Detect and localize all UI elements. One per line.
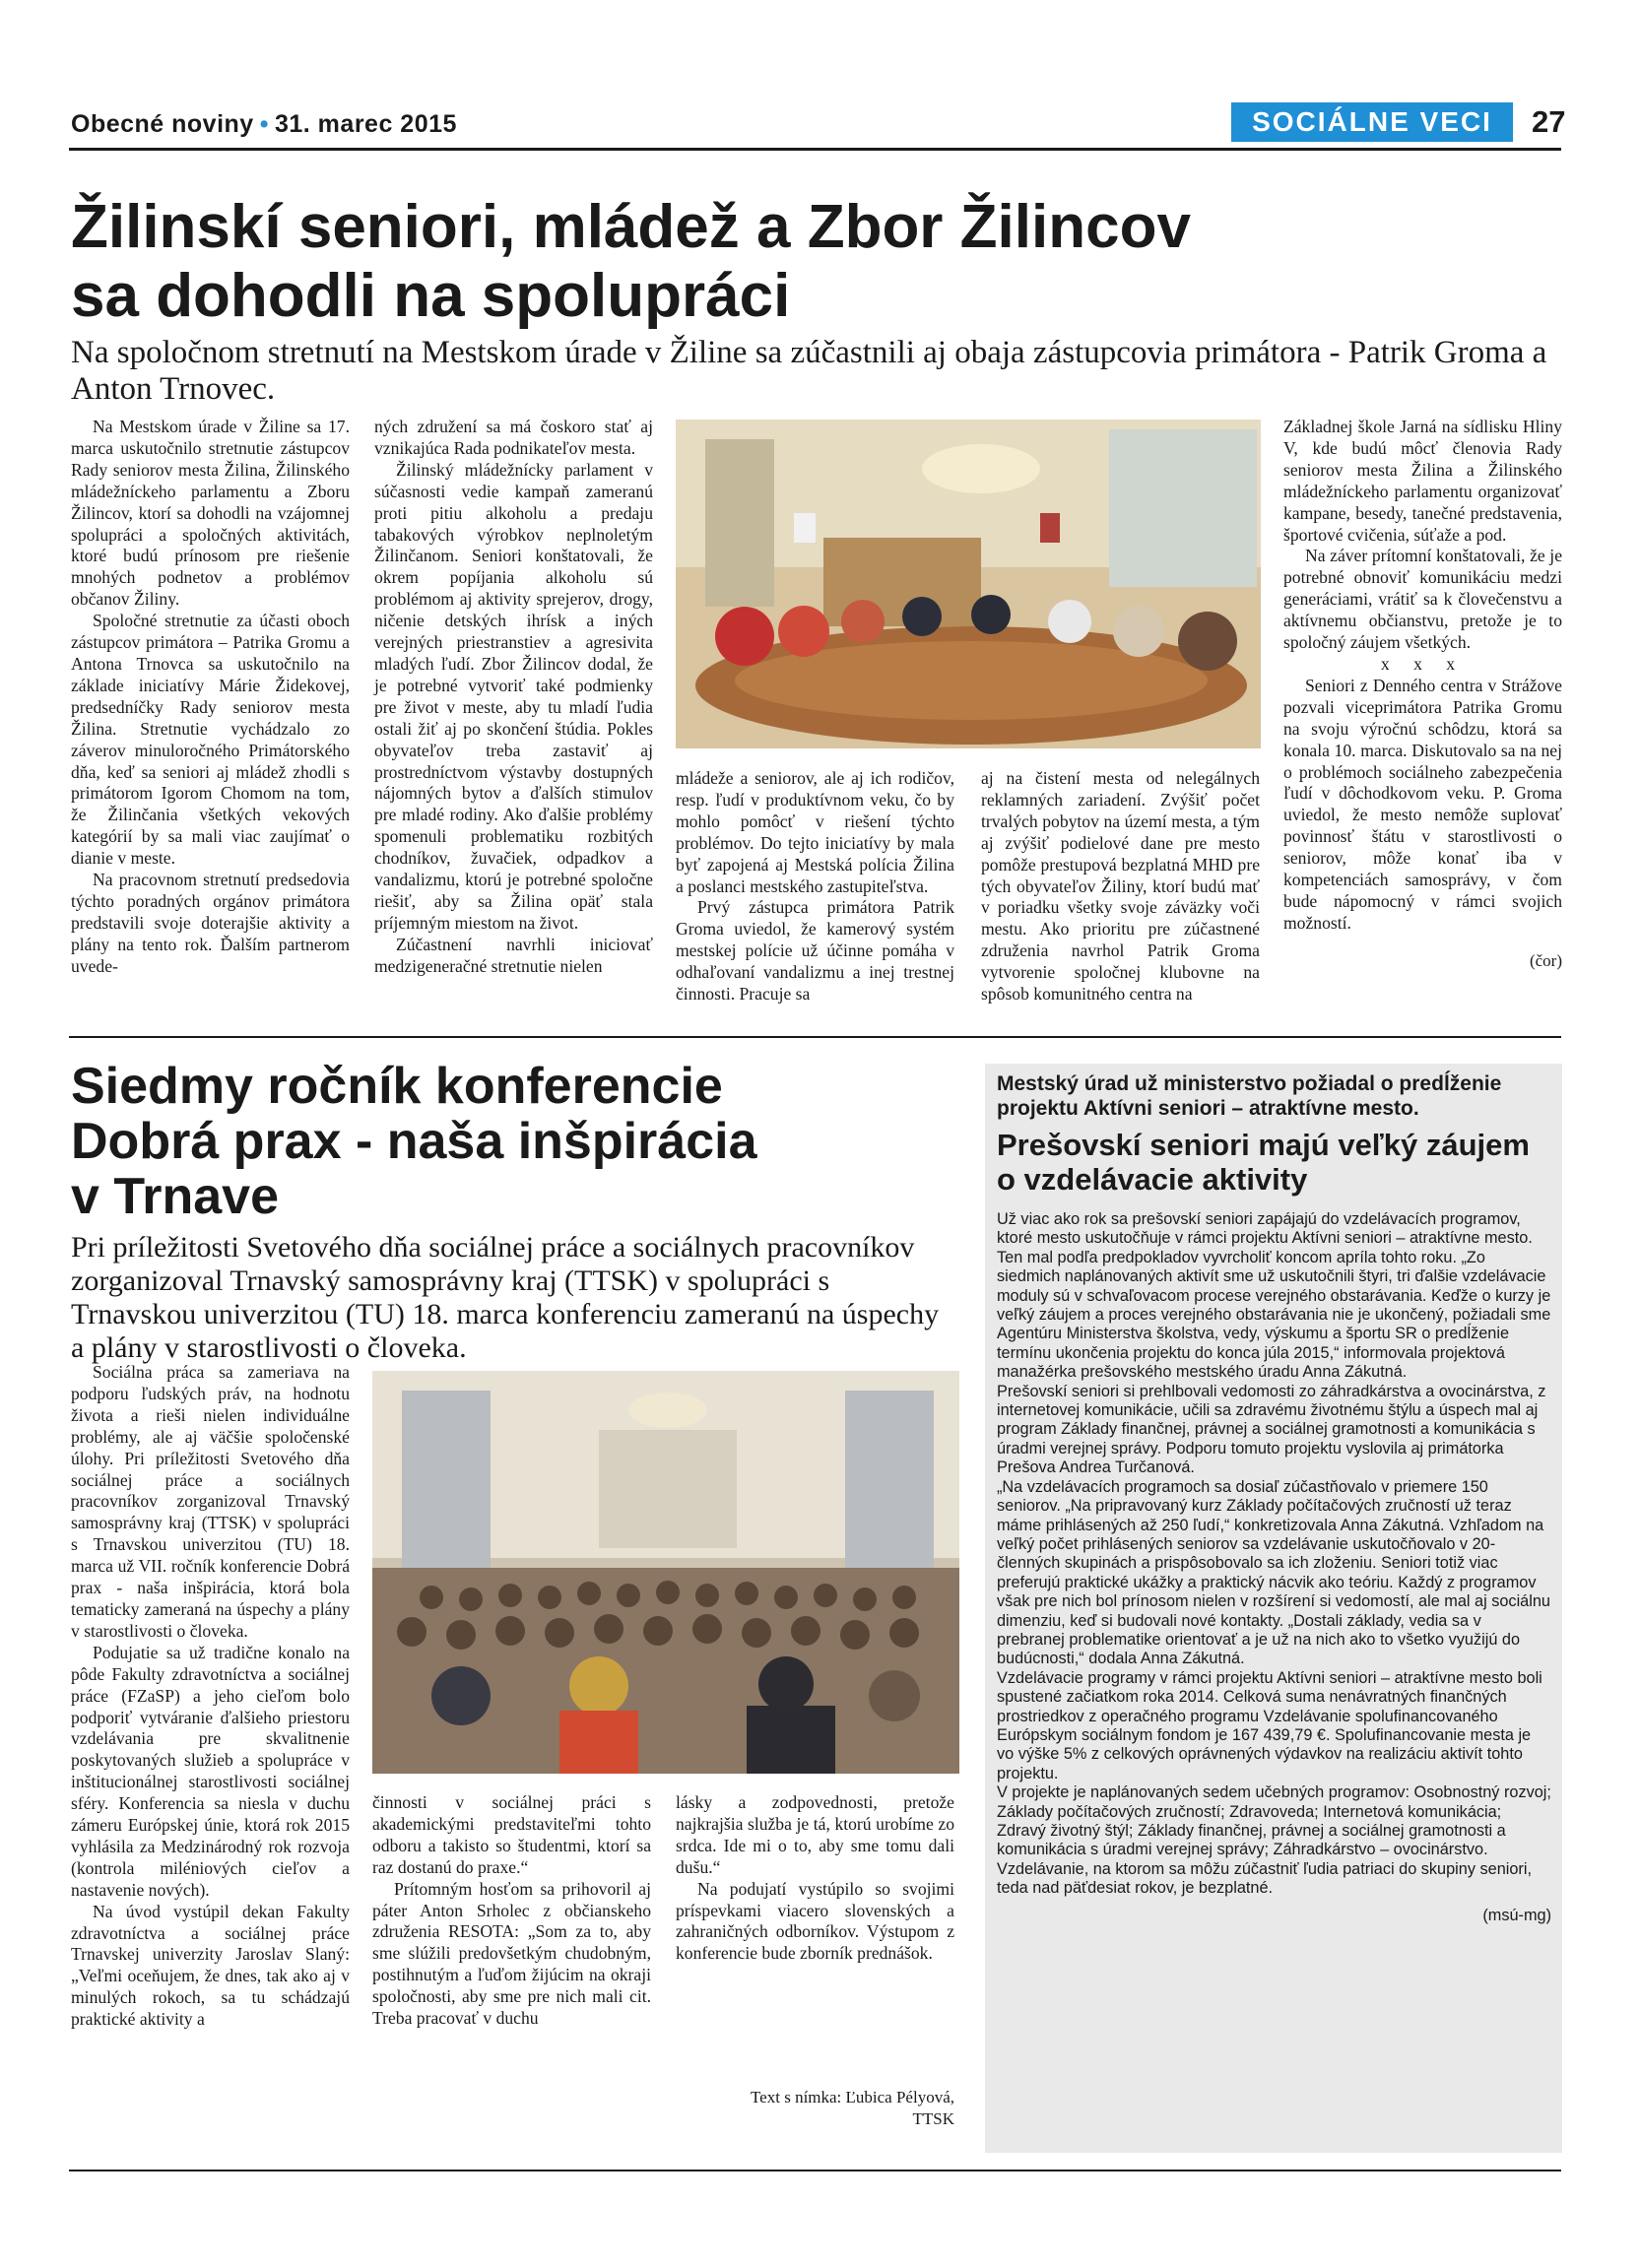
paragraph: Prvý zástupca primátora Patrik Groma uviedol, že kamerový systém mestskej polície už účinne pomáha v odhaľovaní vandalizmu a inej trestnej činnosti. Pracuje sa [676, 897, 954, 1004]
paragraph: Podujatie sa už tradične konalo na pôde Fakulty zdravotníctva a sociálnej práce (FZaSP) a jeho cieľom bolo podporiť vytváranie ďalšieho priestoru vzdelávania pre skvalitnenie poskytovaných služieb a spolupráce v inštitucionálnej starostlivosti sociálnej sféry. Konferencia sa niesla v duchu zámeru Európskej únie, ktorá rok 2015 vyhlásila za Medzinárodný rok rozvoja (kontrola miléniových cieľov a nastavenie nových). [71, 1642, 350, 1900]
paragraph: ných združení sa má čoskoro stať aj vznikajúca Rada podnikateľov mesta. [374, 417, 653, 458]
paragraph: Prítomným hosťom sa prihovoril aj páter Anton Srholec z občianskeho združenia RESOTA: „Som za to, aby sme slúžili predovšetkým chudobným, postihnutým a ľuďom žijúcim na okraji spoločnosti, aby sme pre nich mali cit. Treba pracovať v duchu [372, 1878, 651, 2029]
article2-lead: Pri príležitosti Svetového dňa sociálnej práce a sociálnych pracovníkov zorganizoval Trnavský samosprávny kraj (TTSK) v spolupráci s Trnavskou univerzitou (TU) 18. marca konferenciu zameranú na úspechy a plány v starostlivosti o človeka. [71, 1231, 940, 1364]
section-label: SOCIÁLNE VECI [1231, 102, 1513, 142]
sidebar-body [997, 1210, 1551, 1925]
section-divider: x x x [1380, 653, 1466, 674]
article1-title-line: Žilinskí seniori, mládež a Zbor Žilincov [71, 193, 1191, 261]
paragraph: Prešovskí seniori si prehlbovali vedomosti zo záhradkárstva a ovocinárstva, z internetovej komunikácie, učili sa zdravému životnému štýlu a úspech mal aj program Základy finančnej, právnej a sociálnej gramotnosti a komunikácia s úradmi verejnej správy. Podporu tomuto projektu vyslovila aj primátorka Prešova Andrea Turčanová. [997, 1382, 1546, 1477]
paragraph: Seniori z Denného centra v Strážove pozvali viceprimátora Patrika Gromu na svoju výročnú schôdzu, ktorá sa konala 10. marca. Diskutovalo sa na nej o problémoch sociálneho zabezpečenia ľudí v dôchodkovom veku. P. Groma uviedol, že mesto nemôže suplovať povinnosť štátu v starostlivosti o seniorov, môže konať iba v kompetenciách samosprávy, v čom bude nápomocný v rámci svojich možností. [1283, 675, 1562, 933]
header-rule [69, 148, 1561, 151]
photo-credit [676, 2087, 954, 2130]
paragraph: Už viac ako rok sa prešovskí seniori zapájajú do vzdelávacích programov, ktoré mesto uskutočňuje v rámci projektu Aktívni seniori – atraktívne mesto. Ten mal podľa predpokladov vyvrcholiť koncom apríla tohto roku. „Zo siedmich naplánovaných aktivít sme už uskutočnili štyri, tri ďalšie vzdelávacie moduly sú v schvaľovacom procese verejného obstarávania. Keďže o kurzy je veľký záujem a proces verejného obstarávania nie je ukončený, požiadali sme Agentúru Ministerstva školstva, vedy, výskumu a športu SR o predĺženie termínu ukončenia projektu do konca júla 2015,“ informovala projektová manažérka prešovského mestského úradu Anna Zákutná. [997, 1210, 1551, 1382]
paragraph: Vzdelávanie, na ktorom sa môžu zúčastniť ľudia patriaci do skupiny seniori, teda nad päťdesiat rokov, je bezplatné. [997, 1859, 1532, 1898]
separator-dot: • [259, 110, 269, 138]
photo-credit-line: Text s nímka: Ľubica Pélyová, [750, 2088, 954, 2106]
paragraph: aj na čistení mesta od nelegálnych reklamných zariadení. Zvýšiť počet trvalých pobytov na území mesta, a tým aj zvýšiť podielové dane pre mesto pomôže prestupová bezplatná MHD pre tých obyvateľov Žiliny, ktorí budú mať v poriadku všetky svoje záväzky voči mestu. Ako prioritu pre zúčastnené združenia navrhol Patrik Groma vytvorenie spoločnej klubovne na spôsob komunitného centra na [981, 768, 1260, 1004]
page-number: 27 [1532, 104, 1566, 139]
article1-column-2 [374, 417, 653, 978]
paragraph: „Na vzdelávacích programoch sa dosiaľ zúčastňovalo v priemere 150 seniorov. „Na pripravovaný kurz Základy počítačových zručností už teraz máme prihlásených až 250 ľudí,“ konkretizovala Anna Zákutná. Vzhľadom na veľký počet prihlásených seniorov sa vzdelávanie uskutočňovalo v 20-členných skupinách a prispôsobovalo sa ich zloženiu. Seniori totiž viac preferujú praktické ukážky a praktický nácvik ako teóriu. Každý z programov však pre nich bol prínosom nielen v rozšírení si vedomostí, ale mal aj sociálnu dimenziu, keď si budovali nové kontakty. „Dostali základy, vedia sa v prebranej problematike orientovať a je už na nich ako to všetko využijú do budúcnosti,“ dodala Anna Zákutná. [997, 1477, 1550, 1668]
meeting-photo [676, 420, 1261, 748]
conference-photo [372, 1371, 959, 1774]
paragraph: Na Mestskom úrade v Žiline sa 17. marca uskutočnilo stretnutie zástupcov Rady seniorov mesta Žilina, Žilinského mládežníckeho parlamentu a Zboru Žilincov, ktorí sa dohodli na vzájomnej spolupráci a spoločných aktivitách, ktoré budú prínosom pre riešenie mnohých podnetov a problémov občanov Žiliny. [71, 417, 350, 610]
paragraph: mládeže a seniorov, ale aj ich rodičov, resp. ľudí v produktívnom veku, čo by mohlo pomôcť v riešení týchto problémov. Do tejto iniciatívy by mala byť zapojená aj Mestská polícia Žilina a poslanci mestského zastupiteľstva. [676, 768, 954, 896]
paragraph: činnosti v sociálnej práci s akademickými predstaviteľmi tohto odboru a takisto so študentmi, ktorí sa raz dostanú do praxe.“ [372, 1792, 651, 1877]
article1-column-4 [981, 768, 1260, 1005]
article2-title-line: Dobrá prax - naša inšpirácia [71, 1113, 757, 1170]
meeting-photo-illustration [676, 420, 1261, 748]
paragraph: Na pracovnom stretnutí predsedovia týchto poradných orgánov primátora predstavili svoje doterajšie aktivity a plány na tento rok. Ďalším partnerom uvede- [71, 870, 350, 976]
article2-title-line: v Trnave [71, 1168, 280, 1225]
sidebar-signature: (msú-mg) [1482, 1906, 1551, 1924]
sidebar-title: Prešovskí seniori majú veľký záujem o vzdelávacie aktivity [997, 1128, 1530, 1197]
article1-title-line: sa dohodli na spolupráci [71, 262, 791, 330]
article1-title [71, 193, 1548, 331]
article1-lead: Na spoločnom stretnutí na Mestskom úrade v Žiline sa zúčastnili aj obaja zástupcovia primátora - Patrik Groma a Anton Trnovec. [71, 335, 1547, 407]
article2-column-2 [372, 1792, 651, 2030]
paper-name: Obecné noviny [71, 110, 254, 138]
article-separator [69, 1036, 1561, 1038]
footer-rule [69, 2170, 1561, 2171]
paragraph: V projekte je naplánovaných sedem učebných programov: Osobnostný rozvoj; Základy počítačových zručností; Zdravoveda; Internetová komunikácia; Zdravý životný štýl; Základy finančnej, právnej a sociálnej gramotnosti a komunikácia s úradmi verejnej správy; Záhradkárstvo – ovocinárstvo. [997, 1783, 1551, 1859]
masthead [71, 110, 457, 139]
paragraph: Spoločné stretnutie za účasti oboch zástupcov primátora – Patrika Gromu a Antona Trnovca sa uskutočnilo na základe iniciatívy Márie Židekovej, predsedníčky Rady seniorov mesta Žilina. Stretnutie vychádzalo zo záverov minuloročného Primátorského dňa, keď sa seniori aj mládež zhodli s primátorom Igorom Chomom na tom, že Žilinčania všetkých vekových kategórií by sa mali viac zaujímať o dianie v meste. [71, 611, 350, 869]
paragraph: Na záver prítomní konštatovali, že je potrebné obnoviť komunikáciu medzi generáciami, vrátiť sa k človečenstvu a aktívnemu občianstvu, pretože je to spoločný záujem všetkých. [1283, 546, 1562, 653]
paragraph: Vzdelávacie programy v rámci projektu Aktívni seniori – atraktívne mesto boli spustené začiatkom roka 2014. Celková suma nenávratných finančných prostriedkov z operačného programu Vzdelávanie spolufinancovaného Európskym sociálnym fondom je 167 439,79 €. Spolufinancovanie mesta je vo výške 5% z celkových oprávnených výdavkov na realizáciu aktivít tohto projektu. [997, 1668, 1542, 1782]
paragraph: Zúčastnení navrhli iniciovať medzigeneračné stretnutie nielen [374, 934, 653, 976]
article2-title [71, 1059, 957, 1224]
paragraph: Základnej škole Jarná na sídlisku Hliny V, kde budú môcť členovia Rady seniorov mesta Žilina a Žilinského mládežníckeho parlamentu organizovať kampane, besedy, tanečné predstavenia, športové cvičenia, súťaže a pod. [1283, 417, 1562, 545]
article2-title-line: Siedmy ročník konferencie [71, 1058, 723, 1115]
article2-column-3 [676, 1792, 954, 1965]
article1-column-5 [1283, 417, 1562, 972]
paragraph: Na úvod vystúpil dekan Fakulty zdravotníctva a sociálnej práce Trnavskej univerzity Jaroslav Slaný: „Veľmi oceňujem, že dnes, tak ako aj v minulých rokoch, sa tu schádzajú praktické aktivity a [71, 1901, 350, 2030]
paragraph: lásky a zodpovednosti, pretože najkrajšia služba je tá, ktorú urobíme zo srdca. Ide mi o to, aby sme tomu dali dušu.“ [676, 1792, 954, 1877]
article1-signature: (čor) [1529, 950, 1562, 970]
article2-column-1 [71, 1362, 350, 2031]
photo-credit-line: TTSK [912, 2109, 954, 2128]
paragraph: Žilinský mládežnícky parlament v súčasnosti vedie kampaň zameranú proti pitiu alkoholu a predaju tabakových výrobkov neplnoletým Žilinčanom. Seniori konštatovali, že okrem popíjania alkoholu sú problémom aj aktivity sprejerov, drogy, ničenie detských ihrísk a iných verejných priestranstiev a agresivita mladých ľudí. Zbor Žilincov dodal, že je potrebné vytvoriť také podmienky pre život v meste, aby tu mladí ľudia ostali žiť aj po skončení štúdia. Pokles obyvateľov treba zastaviť aj prostredníctvom výstavby dostupných nájomných bytov a ďalších stimulov pre mladé rodiny. Ako ďalšie problémy spomenuli problematiku rozbitých chodníkov, žuvačiek, odpadkov a vandalizmu, ktorú je potrebné spoločne riešiť, aby sa Žilina opäť stala príjemným miestom na život. [374, 459, 653, 933]
article1-column-1 [71, 417, 350, 978]
issue-date: 31. marec 2015 [274, 110, 457, 138]
paragraph: Sociálna práca sa zameriava na podporu ľudských práv, na hodnotu života a rieši nielen individuálne problémy, ale aj väčšie spoločenské úlohy. Pri príležitosti Svetového dňa sociálnej práce a sociálnych pracovníkov zorganizoval Trnavský samosprávny kraj (TTSK) v spolupráci s Trnavskou univerzitou (TU) 18. marca už VII. ročník konferencie Dobrá prax - naša inšpirácia, ktorá bola tematicky zameraná na úspechy a plány v starostlivosti o človeka. [71, 1362, 350, 1641]
article1-column-3 [676, 768, 954, 1005]
conference-photo-illustration [372, 1371, 959, 1774]
paragraph: Na podujatí vystúpilo so svojimi príspevkami viacero slovenských a zahraničných odborníkov. Výstupom z konferencie bude zborník prednášok. [676, 1878, 954, 1964]
sidebar-kicker: Mestský úrad už ministerstvo požiadal o predĺženie projektu Aktívni seniori – atraktívne mesto. [997, 1072, 1502, 1120]
